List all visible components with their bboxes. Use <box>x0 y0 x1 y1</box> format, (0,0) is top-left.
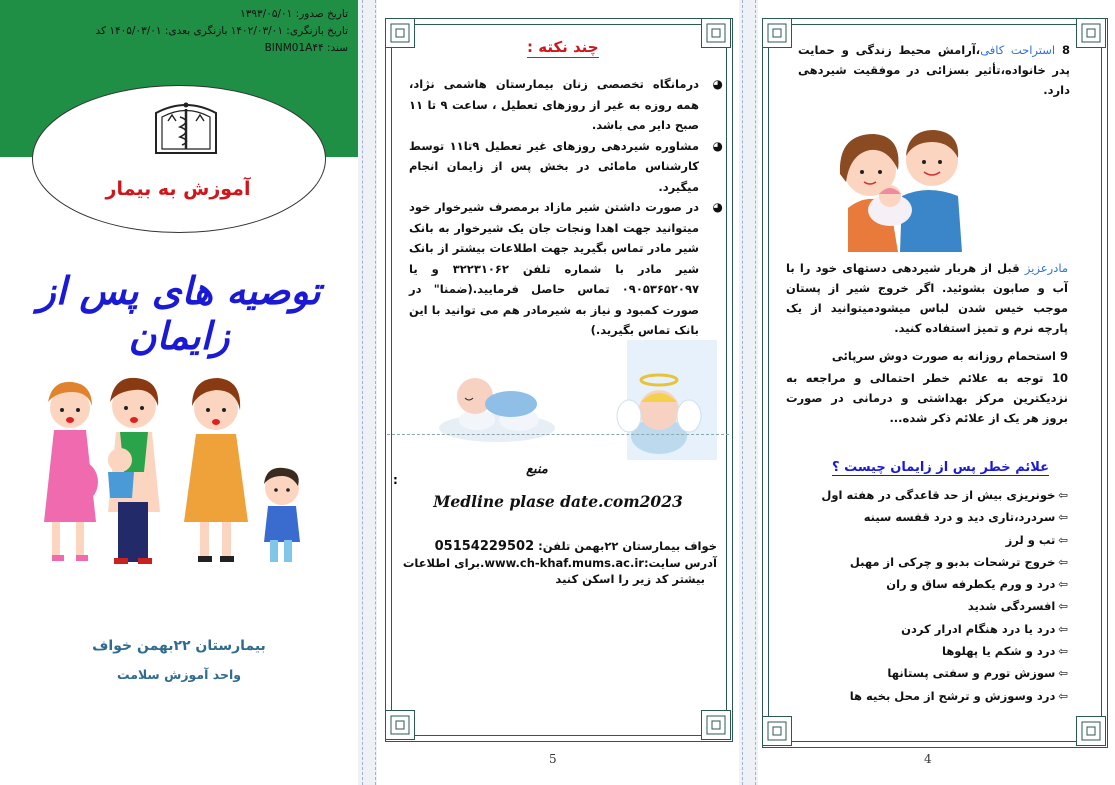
document-code: سند: BINM01A۴۴ <box>264 42 348 54</box>
list-item: ⇦درد یا درد هنگام ادرار کردن <box>901 621 1068 636</box>
corner-ornament <box>1076 18 1106 48</box>
arrow-icon: ⇦ <box>1058 688 1068 703</box>
corner-ornament <box>385 18 415 48</box>
list-item: ◕ در صورت داشتن شیر مازاد برمصرف شیرخوار خود میتوانید جهت اهدا ونجات جان یک شیرخوار به بانک شیر مادر تماس بگیرید جهت اطلاعات بیشتر از بانک شیر مادر با شماره تلفن ۳۲۲۳۱۰۶۲ و یا ۰۹۰۵۳۶۵۲۰۹۷ تماس حاصل فرمایید.(ضمنا" در صورت کمبود و نیاز به شیرمادر هم می توانید با این بانک تماس بگیرید.) <box>409 197 723 341</box>
notes-title: چند نکته : <box>527 38 599 56</box>
contact-info <box>399 538 717 587</box>
bullet-icon: ◕ <box>712 200 723 214</box>
arrow-icon: ⇦ <box>1058 666 1068 681</box>
notes-panel <box>377 0 739 785</box>
advice-panel <box>758 0 1115 785</box>
source-colon: : <box>393 473 398 487</box>
fold-line <box>362 0 363 785</box>
bullet-icon: ◕ <box>712 138 723 153</box>
arrow-icon: ⇦ <box>1058 599 1068 614</box>
main-title: توصیه های پس از زایمان <box>37 268 321 358</box>
hospital-name: بیمارستان ۲۲بهمن خواف <box>92 638 266 654</box>
arrow-icon: ⇦ <box>1058 488 1068 502</box>
corner-ornament <box>1076 716 1106 746</box>
issue-date: تاریخ صدور: ۱۳۹۳/۰۵/۰۱ <box>240 8 348 20</box>
health-education-unit: واحد آموزش سلامت <box>116 667 242 682</box>
highlight-dear-mother: مادرعزیز <box>1024 261 1068 275</box>
patient-education-title: آموزش به بیمار <box>105 178 251 200</box>
family-illustration <box>22 372 322 582</box>
corner-ornament <box>701 710 731 740</box>
list-item: ⇦تب و لرز <box>1005 532 1068 547</box>
university-logo <box>150 95 222 157</box>
corner-ornament <box>762 716 792 746</box>
list-item: ⇦درد وسوزش و ترشح از محل بخیه ها <box>849 688 1068 703</box>
advice-hand-washing: مادرعزیز قبل از هربار شیردهی دستهای خود را با آب و صابون بشوئید. اگر خروج شیر از پستان موجب خیس شدن لباس میشودمیتوانید از یک پارچه نرم و تمیز استفاده کنید. <box>786 261 1068 335</box>
website-address: آدرس سایت:www.ch-khaf.mums.ac.ir.برای اطلاعات <box>402 556 717 570</box>
parents-baby-illustration <box>828 112 978 252</box>
source-reference: Medline plase date.com2023 <box>433 492 683 511</box>
arrow-icon: ⇦ <box>1058 554 1068 569</box>
notes-list <box>409 74 723 341</box>
document-meta <box>18 6 348 57</box>
highlight-rest: استراحت کافی <box>980 43 1056 57</box>
arrow-icon: ⇦ <box>1058 577 1068 592</box>
list-item: ⇦افسردگی شدید <box>967 599 1068 614</box>
list-item: ⇦خونریزی بیش از حد قاعدگی در هفته اول <box>821 488 1068 502</box>
arrow-icon: ⇦ <box>1058 510 1068 525</box>
advice-danger-signs: 10 توجه به علائم خطر احتمالی و مراجعه به نزدیکترین مرکز بهداشتی و درمانی در صورت بروز هر یک از علائم ذکر شده... <box>786 371 1068 425</box>
section-divider <box>387 434 729 435</box>
page-number: 5 <box>549 752 557 766</box>
phone-number: 05154229502 <box>434 539 535 554</box>
arrow-icon: ⇦ <box>1058 621 1068 636</box>
corner-ornament <box>701 18 731 48</box>
list-item: ⇦سوزش تورم و سفتی پستانها <box>887 666 1068 681</box>
page-number: 4 <box>924 752 932 766</box>
arrow-icon: ⇦ <box>1058 644 1068 659</box>
contact-hospital: خواف بیمارستان ۲۲بهمن تلفن: <box>538 539 717 553</box>
cover-panel <box>0 0 358 785</box>
list-item: ⇦سردرد،تاری دید و درد قفسه سینه <box>863 510 1068 525</box>
list-item: ◕ درمانگاه تخصصی زنان بیمارستان هاشمی نژاد، همه روزه به غیر از روزهای تعطیل ، ساعت ۹ تا ۱۱ صبح دایر می باشد. <box>409 74 723 136</box>
source-label: منبع <box>526 462 548 477</box>
list-item: ⇦درد و شکم یا پهلوها <box>942 644 1068 659</box>
advice-rest: 8 استراحت کافی،آرامش محیط زندگی و حمایت پدر خانواده،تأثیر بسزائی در موفقیت شیردهی دارد. <box>798 43 1070 97</box>
baby-angel-illustration <box>437 340 717 460</box>
fold-line <box>375 0 376 785</box>
item-number: 8 <box>1061 43 1070 57</box>
fold-line <box>755 0 756 785</box>
list-item: ◕ مشاوره شیردهی روزهای غیر تعطیل ۹تا۱۱ توسط کارشناس مامائی در بخش پس از زایمان انجام میگیرد. <box>409 136 723 198</box>
arrow-icon: ⇦ <box>1058 532 1068 547</box>
revision-date: تاریخ بازنگری: ۱۴۰۲/۰۳/۰۱ بازنگری بعدی: ۱۴۰۵/۰۳/۰۱ کد <box>95 25 348 37</box>
danger-signs-list <box>786 484 1068 707</box>
bullet-icon: ◕ <box>712 77 723 91</box>
scan-instruction: بیشتر کد زیر را اسکن کنید <box>555 572 705 586</box>
fold-line <box>742 0 743 785</box>
list-item: ⇦درد و ورم یکطرفه ساق و ران <box>886 577 1068 592</box>
corner-ornament <box>762 18 792 48</box>
list-item: ⇦خروج ترشحات بدبو و چرکی از مهبل <box>849 554 1068 569</box>
advice-bathing: 9 استحمام روزانه به صورت دوش سرپائی <box>831 349 1068 363</box>
corner-ornament <box>385 710 415 740</box>
danger-signs-title: علائم خطر پس از زایمان چیست ؟ <box>832 460 1050 475</box>
